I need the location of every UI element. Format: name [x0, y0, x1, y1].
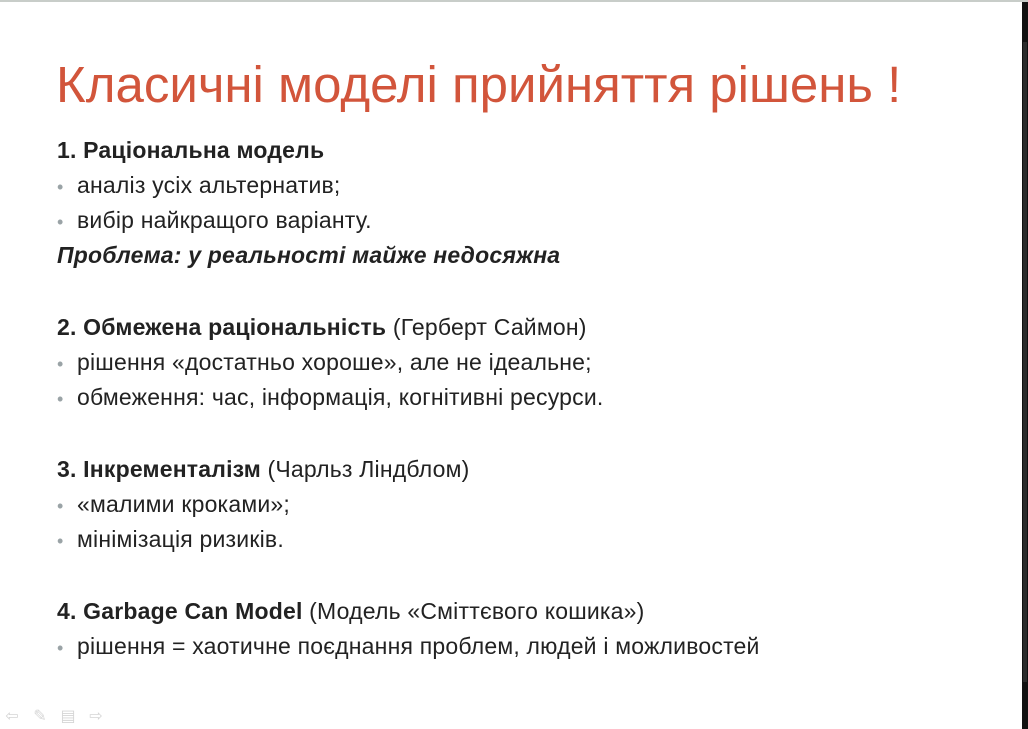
bullet-icon: • [57, 177, 64, 197]
section-heading-1-title: 1. Раціональна модель [57, 137, 325, 163]
bullet-icon: • [57, 354, 64, 374]
list-item [57, 345, 957, 380]
bullet-text: вибір найкращого варіанту. [77, 207, 372, 233]
pen-icon[interactable]: ✎ [33, 706, 47, 725]
bullet-icon: • [57, 389, 64, 409]
list-item [57, 380, 957, 415]
section-heading-1 [57, 133, 957, 168]
bullet-icon: • [57, 638, 64, 658]
bullet-icon: • [57, 496, 64, 516]
bullet-text: аналіз усіх альтернатив; [77, 172, 341, 198]
bullet-text: мінімізація ризиків. [77, 526, 284, 552]
scrollbar-thumb[interactable] [1023, 42, 1027, 682]
back-arrow-icon[interactable]: ⇦ [5, 706, 19, 725]
list-item [57, 203, 957, 238]
section-heading-4-note: (Модель «Сміттєвого кошика») [302, 598, 645, 624]
section-heading-3-title: 3. Інкременталізм [57, 456, 261, 482]
bullet-text: рішення = хаотичне поєднання проблем, людей і можливостей [77, 633, 760, 659]
list-item [57, 522, 957, 557]
bullet-icon: • [57, 531, 64, 551]
bullet-icon: • [57, 212, 64, 232]
list-item [57, 629, 957, 664]
section-heading-4 [57, 594, 957, 629]
spacer [57, 557, 957, 594]
spacer [57, 415, 957, 452]
slide-content [57, 133, 957, 664]
problem-statement: Проблема: у реальності майже недосяжна [57, 242, 561, 268]
forward-arrow-icon[interactable]: ⇨ [89, 706, 103, 725]
list-item [57, 487, 957, 522]
list-item [57, 168, 957, 203]
section-heading-3-note: (Чарльз Ліндблом) [260, 456, 470, 482]
section-heading-2-note: (Герберт Саймон) [386, 314, 587, 340]
section-heading-2 [57, 310, 957, 345]
menu-icon[interactable]: ▤ [60, 706, 76, 725]
section-heading-2-title: 2. Обмежена раціональність [57, 314, 387, 340]
slideshow-nav-toolbar [2, 706, 106, 726]
bullet-text: «малими кроками»; [77, 491, 290, 517]
bullet-text: обмеження: час, інформація, когнітивні ресурси. [77, 384, 604, 410]
spacer [57, 273, 957, 310]
section-heading-4-title: 4. Garbage Can Model [57, 598, 303, 624]
slide-title: Класичні моделі прийняття рішень ! [56, 56, 902, 113]
window-edge-scrollbar[interactable] [1022, 2, 1028, 729]
bullet-text: рішення «достатньо хороше», але не ідеальне; [77, 349, 592, 375]
section-heading-3 [57, 452, 957, 487]
